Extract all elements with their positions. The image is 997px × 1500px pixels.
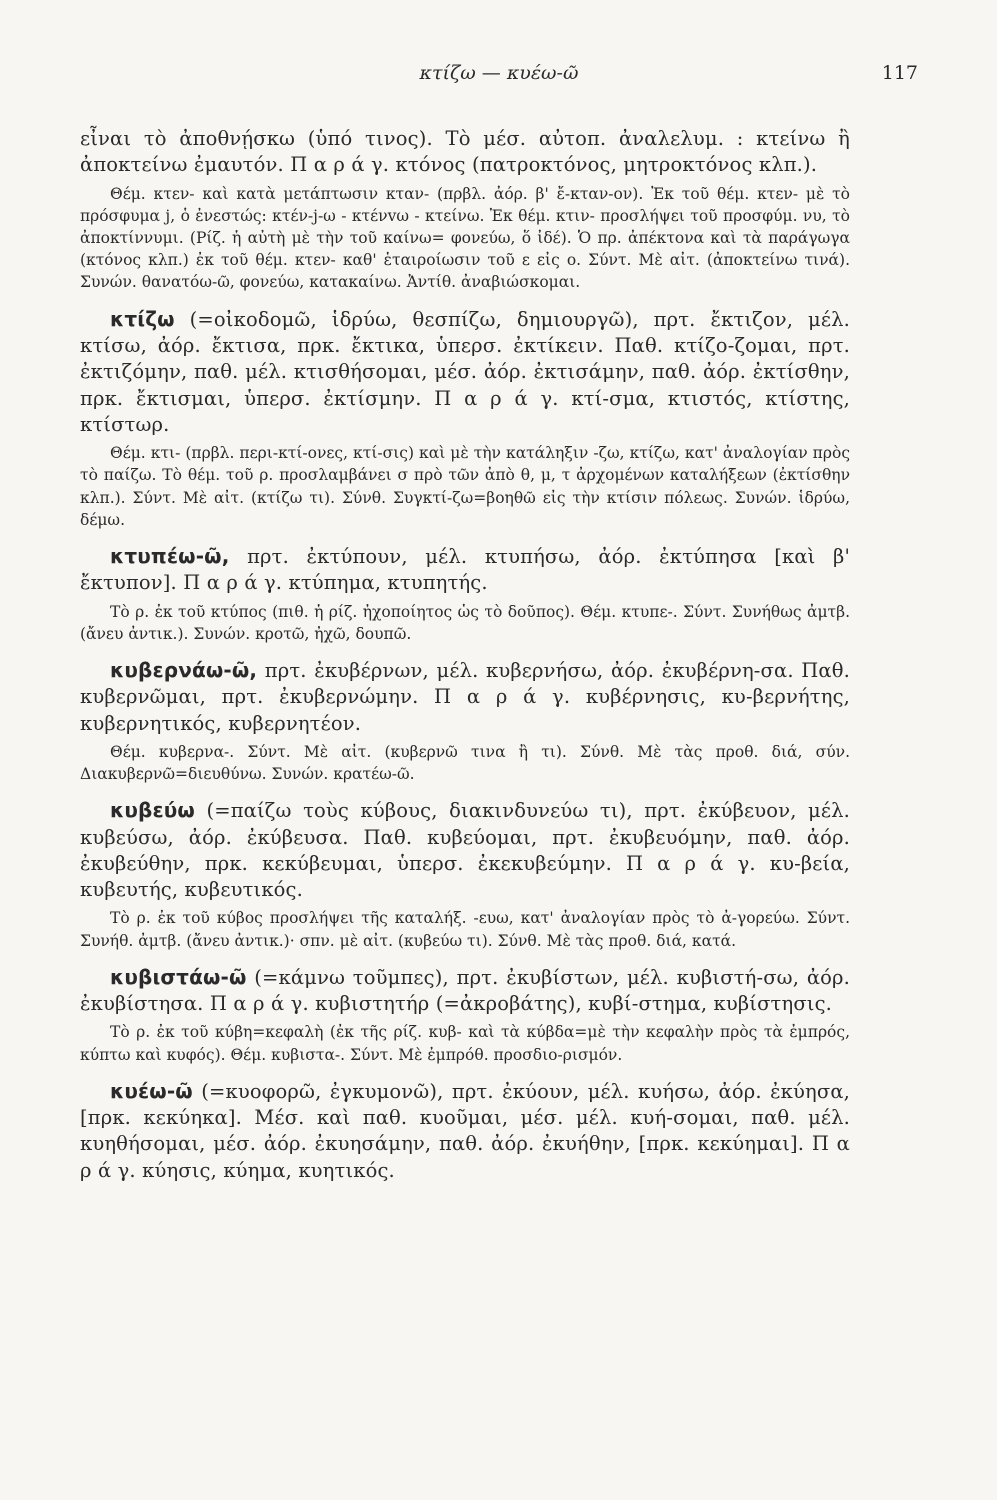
page-header: [80, 62, 918, 92]
entry-body: (=οἰκοδομῶ, ἱδρύω, θεσπίζω, δημιουργῶ), πρτ. ἔκτιζον, μέλ. κτίσω, ἀόρ. ἔκτισα, πρκ. ἔκτικα, ὑπερσ. ἐκτίκειν. Παθ. κτίζο-ζομαι, πρτ. ἐκτιζόμην, παθ. μέλ. κτισθήσομαι, μέσ. ἀόρ. ἐκτισάμην, παθ. ἀόρ. ἐκτίσθην, πρκ. ἔκτισμαι, ὑπερσ. ἐκτίσμην. Π α ρ ά γ. κτί-σμα, κτιστός, κτίστης, κτίστωρ.: [80, 307, 850, 436]
page-number: 117: [881, 62, 918, 84]
page-content: [80, 126, 850, 1184]
entry-ktizo: [80, 306, 850, 531]
entry-note: Θέμ. κτι- (πρβλ. περι-κτί-ονες, κτί-σις) καὶ μὲ τὴν κατάληξιν -ζω, κτίζω, κατ' ἀναλογίαν πρὸς τὸ παίζω. Τὸ θέμ. τοῦ ρ. προσλαμβάνει σ πρὸ τῶν ἀπὸ θ, μ, τ ἀρχομένων καταλήξεων (ἐκτίσθην κλπ.). Σύντ. Μὲ αἰτ. (κτίζω τι). Σύνθ. Συγκτί-ζω=βοηθῶ εἰς τὴν κτίσιν πόλεως. Συνών. ἱδρύω, δέμω.: [80, 444, 850, 529]
entry-note: Τὸ ρ. ἐκ τοῦ κύβος προσλήψει τῆς καταλήξ. -ευω, κατ' ἀναλογίαν πρὸς τὸ ἀ-γορεύω. Σύντ. Συνήθ. ἀμτβ. (ἄνευ ἀντικ.)· σπν. μὲ αἰτ. (κυβεύω τι). Σύνθ. Μὲ τὰς προθ. διά, κατά.: [80, 909, 850, 950]
entry-lemma: κυέω-ῶ: [110, 1078, 193, 1103]
entry-kybernao: [80, 657, 850, 785]
entry-body: (=κυοφορῶ, ἐγκυμονῶ), πρτ. ἐκύουν, μέλ. κυήσω, ἀόρ. ἐκύησα, [πρκ. κεκύηκα]. Μέσ. καὶ παθ. κυοῦμαι, μέσ. μέλ. κυή-σομαι, παθ. μέλ. κυηθήσομαι, μέσ. ἀόρ. ἐκυησάμην, παθ. ἀόρ. ἐκυήθην, [πρκ. κεκύημαι]. Π α ρ ά γ. κύησις, κύημα, κυητικός.: [80, 1079, 850, 1182]
running-title: κτίζω — κυέω-ῶ: [419, 62, 579, 84]
entry-note: Τὸ ρ. ἐκ τοῦ κύβη=κεφαλὴ (ἐκ τῆς ρίζ. κυβ- καὶ τὰ κύβδα=μὲ τὴν κεφαλὴν πρὸς τὰ ἐμπρός, κύπτω καὶ κυφός). Θέμ. κυβιστα-. Σύντ. Μὲ ἐμπρόθ. προσδιο-ρισμόν.: [80, 1023, 850, 1064]
entry-body: (=κάμνω τοῦμπες), πρτ. ἐκυβίστων, μέλ. κυβιστή-σω, ἀόρ. ἐκυβίστησα. Π α ρ ά γ. κυβιστητήρ (=ἀκροβάτης), κυβί-στημα, κυβίστησις.: [80, 965, 850, 1016]
entry-lemma: κτυπέω-ῶ,: [110, 543, 230, 568]
entry-body: (=παίζω τοὺς κύβους, διακινδυνεύω τι), πρτ. ἐκύβευον, μέλ. κυβεύσω, ἀόρ. ἐκύβευσα. Παθ. κυβεύομαι, πρτ. ἐκυβευόμην, παθ. ἀόρ. ἐκυβεύθην, πρκ. κεκύβευμαι, ὑπερσ. ἐκεκυβεύμην. Π α ρ ά γ. κυ-βεία, κυβευτής, κυβευτικός.: [80, 799, 850, 902]
entry-body: πρτ. ἐκτύπουν, μέλ. κτυπήσω, ἀόρ. ἐκτύπησα [καὶ β' ἔκτυπον]. Π α ρ ά γ. κτύπημα, κτυπητής.: [80, 544, 850, 595]
entry-lemma: κτίζω: [110, 306, 175, 331]
entry-note: Τὸ ρ. ἐκ τοῦ κτύπος (πιθ. ἡ ρίζ. ἠχοποίητος ὡς τὸ δοῦπος). Θέμ. κτυπε-. Σύντ. Συνήθως ἀμτβ. (ἄνευ ἀντικ.). Συνών. κροτῶ, ἠχῶ, δουπῶ.: [80, 602, 850, 643]
entry-ktypeo: [80, 543, 850, 645]
entry-lemma: κυβεύω: [110, 798, 195, 823]
entry-body: πρτ. ἐκυβέρνων, μέλ. κυβερνήσω, ἀόρ. ἐκυβέρνη-σα. Παθ. κυβερνῶμαι, πρτ. ἐκυβερνώμην. Π α ρ ά γ. κυβέρνησις, κυ-βερνήτης, κυβερνητικός, κυβερνητέον.: [80, 658, 850, 735]
continuation-text: εἶναι τὸ ἀποθνῄσκω (ὑπό τινος). Τὸ μέσ. αὐτοπ. ἀναλελυμ. : κτείνω ἢ ἀποκτείνω ἐμαυτόν. Π α ρ ά γ. κτόνος (πατροκτόνος, μητροκτόνος κλπ.).: [80, 127, 850, 177]
etymology-note: Θέμ. κτεν- καὶ κατὰ μετάπτωσιν κταν- (πρβλ. ἀόρ. β' ἔ-κταν-ον). Ἐκ τοῦ θέμ. κτεν- μὲ τὸ πρόσφυμα j, ὁ ἐνεστώς: κτέν-j-ω - κτένvω - κτείνω. Ἐκ θέμ. κτιν- προσλήψει τοῦ προσφύμ. νυ, τὸ ἀποκτίννυμι. (Ρίζ. ἡ αὐτὴ μὲ τὴν τοῦ καίνω= φονεύω, ὅ ἰδέ). Ὁ πρ. ἀπέκτονα καὶ τὰ παράγωγα (κτόνος κλπ.) ἐκ τοῦ θέμ. κτεν- καθ' ἑταιροίωσιν τοῦ ε εἰς ο. Σύντ. Μὲ αἰτ. (ἀποκτείνω τινά). Συνών. θανατόω-ῶ, φονεύω, κατακαίνω. Ἀντίθ. ἀναβιώσκομαι.: [80, 184, 850, 292]
entry-kybeuo: [80, 797, 850, 952]
entry-lemma: κυβιστάω-ῶ: [110, 964, 247, 989]
entry-kyeo: [80, 1078, 850, 1184]
intro-continuation: [80, 126, 850, 294]
entry-lemma: κυβερνάω-ῶ,: [110, 657, 258, 682]
entry-kybistao: [80, 964, 850, 1066]
entry-note: Θέμ. κυβερνα-. Σύντ. Μὲ αἰτ. (κυβερνῶ τινα ἢ τι). Σύνθ. Μὲ τὰς προθ. διά, σύν. Διακυβερνῶ=διευθύνω. Συνών. κρατέω-ῶ.: [80, 742, 850, 783]
